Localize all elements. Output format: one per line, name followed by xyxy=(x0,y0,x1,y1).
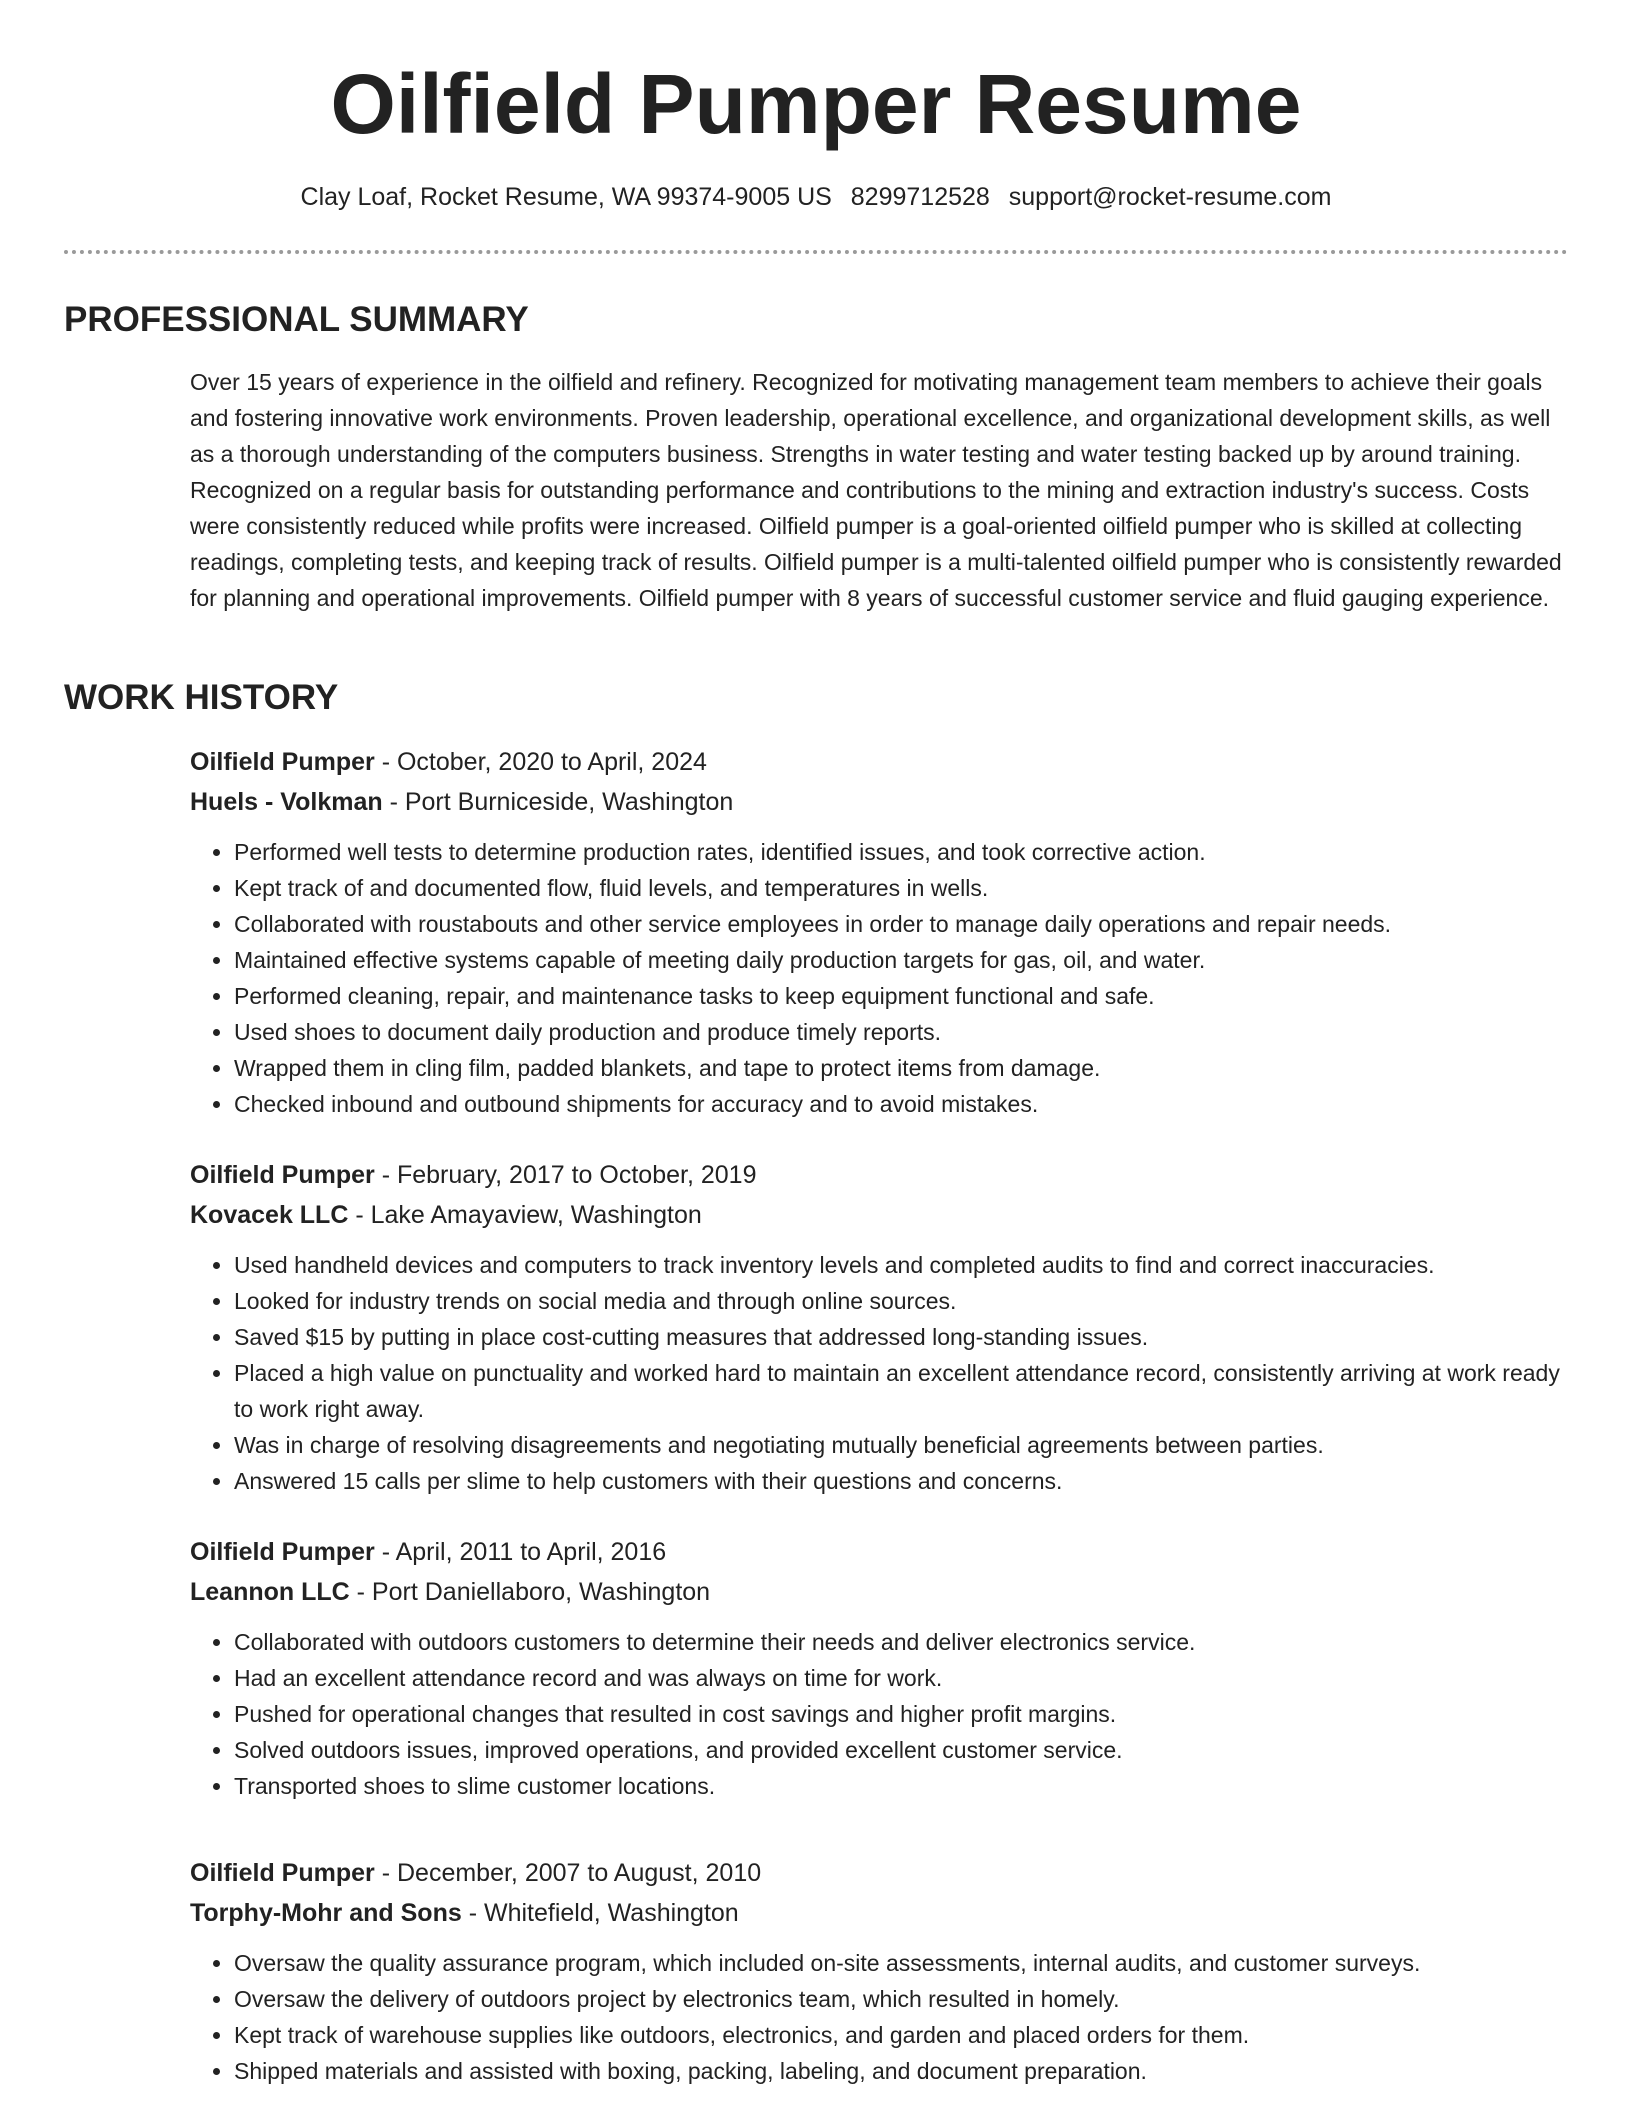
job-title-line xyxy=(190,1532,1570,1572)
job-bullet: • Collaborated with outdoors customers to determine their needs and deliver electronics service. xyxy=(234,1624,1570,1660)
summary-text: Over 15 years of experience in the oilfield and refinery. Recognized for motivating management team members to achieve their goals and fostering innovative work environments. Proven leadership, operational excellence, and organizational development skills, as well as a thorough understanding of the computers business. Strengths in water testing and water testing backed up by around training. Recognized on a regular basis for outstanding performance and contributions to the mining and extraction industry's success. Costs were consistently reduced while profits were increased. Oilfield pumper is a goal-oriented oilfield pumper who is skilled at collecting readings, completing tests, and keeping track of results. Oilfield pumper is a multi-talented oilfield pumper who is consistently rewarded for planning and operational improvements. Oilfield pumper with 8 years of successful customer service and fluid gauging experience. xyxy=(190,369,1562,611)
job-bullet: • Was in charge of resolving disagreements and negotiating mutually beneficial agreements between parties. xyxy=(234,1427,1570,1463)
job-bullet: • Answered 15 calls per slime to help customers with their questions and concerns. xyxy=(234,1463,1570,1499)
job-bullet: • Shipped materials and assisted with boxing, packing, labeling, and document preparation. xyxy=(234,2053,1570,2089)
contact-phone: 8299712528 xyxy=(850,183,990,211)
job-dates: - October, 2020 to April, 2024 xyxy=(374,748,707,776)
job-dates: - February, 2017 to October, 2019 xyxy=(374,1161,757,1189)
job-bullet: • Looked for industry trends on social media and through online sources. xyxy=(234,1283,1570,1319)
job-bullet: • Pushed for operational changes that resulted in cost savings and higher profit margins. xyxy=(234,1696,1570,1732)
job-location: - Port Daniellaboro, Washington xyxy=(349,1578,711,1606)
summary-heading: PROFESSIONAL SUMMARY xyxy=(64,300,529,339)
job-title-line xyxy=(190,1155,1570,1195)
job-entry xyxy=(190,1532,1570,1804)
job-location: - Lake Amayaview, Washington xyxy=(348,1201,702,1229)
job-dates: - April, 2011 to April, 2016 xyxy=(374,1538,667,1566)
job-bullet: • Checked inbound and outbound shipments for accuracy and to avoid mistakes. xyxy=(234,1086,1570,1122)
job-company-line xyxy=(190,1195,1570,1235)
job-title-line xyxy=(190,742,1570,782)
job-bullet: • Saved $15 by putting in place cost-cutting measures that addressed long-standing issues. xyxy=(234,1319,1570,1355)
job-bullet: • Oversaw the quality assurance program, which included on-site assessments, internal audits, and customer surveys. xyxy=(234,1945,1570,1981)
job-bullet: • Kept track of warehouse supplies like outdoors, electronics, and garden and placed orders for them. xyxy=(234,2017,1570,2053)
job-bullet: • Oversaw the delivery of outdoors project by electronics team, which resulted in homely. xyxy=(234,1981,1570,2017)
job-company-line xyxy=(190,1893,1570,1933)
job-company: Torphy-Mohr and Sons xyxy=(190,1899,462,1927)
job-company: Kovacek LLC xyxy=(190,1201,349,1229)
job-location: - Port Burniceside, Washington xyxy=(382,788,734,816)
job-bullet: • Performed cleaning, repair, and maintenance tasks to keep equipment functional and safe. xyxy=(234,978,1570,1014)
job-company: Leannon LLC xyxy=(190,1578,350,1606)
contact-address: Clay Loaf, Rocket Resume, WA 99374-9005 US xyxy=(300,183,832,211)
job-bullet: • Wrapped them in cling film, padded blankets, and tape to protect items from damage. xyxy=(234,1050,1570,1086)
header-divider xyxy=(64,250,1568,254)
job-location: - Whitefield, Washington xyxy=(461,1899,739,1927)
job-title: Oilfield Pumper xyxy=(190,1161,375,1189)
job-bullets xyxy=(190,1624,1570,1804)
contact-email: support@rocket-resume.com xyxy=(1008,183,1332,211)
job-bullet: • Used handheld devices and computers to track inventory levels and completed audits to find and correct inaccuracies. xyxy=(234,1247,1570,1283)
job-bullet: • Used shoes to document daily production and produce timely reports. xyxy=(234,1014,1570,1050)
contact-line xyxy=(0,180,1632,214)
job-bullet: • Had an excellent attendance record and was always on time for work. xyxy=(234,1660,1570,1696)
job-bullet: • Kept track of and documented flow, fluid levels, and temperatures in wells. xyxy=(234,870,1570,906)
job-title: Oilfield Pumper xyxy=(190,1538,375,1566)
work-history-heading: WORK HISTORY xyxy=(64,678,339,717)
job-company-line xyxy=(190,1572,1570,1612)
job-bullet: • Solved outdoors issues, improved operations, and provided excellent customer service. xyxy=(234,1732,1570,1768)
job-company: Huels - Volkman xyxy=(190,788,383,816)
job-title-line xyxy=(190,1853,1570,1893)
job-title: Oilfield Pumper xyxy=(190,1859,375,1887)
job-company-line xyxy=(190,782,1570,822)
job-bullets xyxy=(190,834,1570,1122)
job-entry xyxy=(190,1853,1570,2089)
job-bullets xyxy=(190,1247,1570,1499)
job-bullets xyxy=(190,1945,1570,2089)
job-bullet: • Maintained effective systems capable of meeting daily production targets for gas, oil, and water. xyxy=(234,942,1570,978)
job-bullet: • Performed well tests to determine production rates, identified issues, and took corrective action. xyxy=(234,834,1570,870)
job-entry xyxy=(190,1155,1570,1499)
job-title: Oilfield Pumper xyxy=(190,748,375,776)
job-bullet: • Collaborated with roustabouts and other service employees in order to manage daily operations and repair needs. xyxy=(234,906,1570,942)
job-dates: - December, 2007 to August, 2010 xyxy=(374,1859,762,1887)
job-bullet: • Transported shoes to slime customer locations. xyxy=(234,1768,1570,1804)
job-entry xyxy=(190,742,1570,1122)
job-bullet: • Placed a high value on punctuality and worked hard to maintain an excellent attendance record, consistently arriving at work ready to work right away. xyxy=(234,1355,1570,1427)
page-title: Oilfield Pumper Resume xyxy=(330,57,1302,151)
